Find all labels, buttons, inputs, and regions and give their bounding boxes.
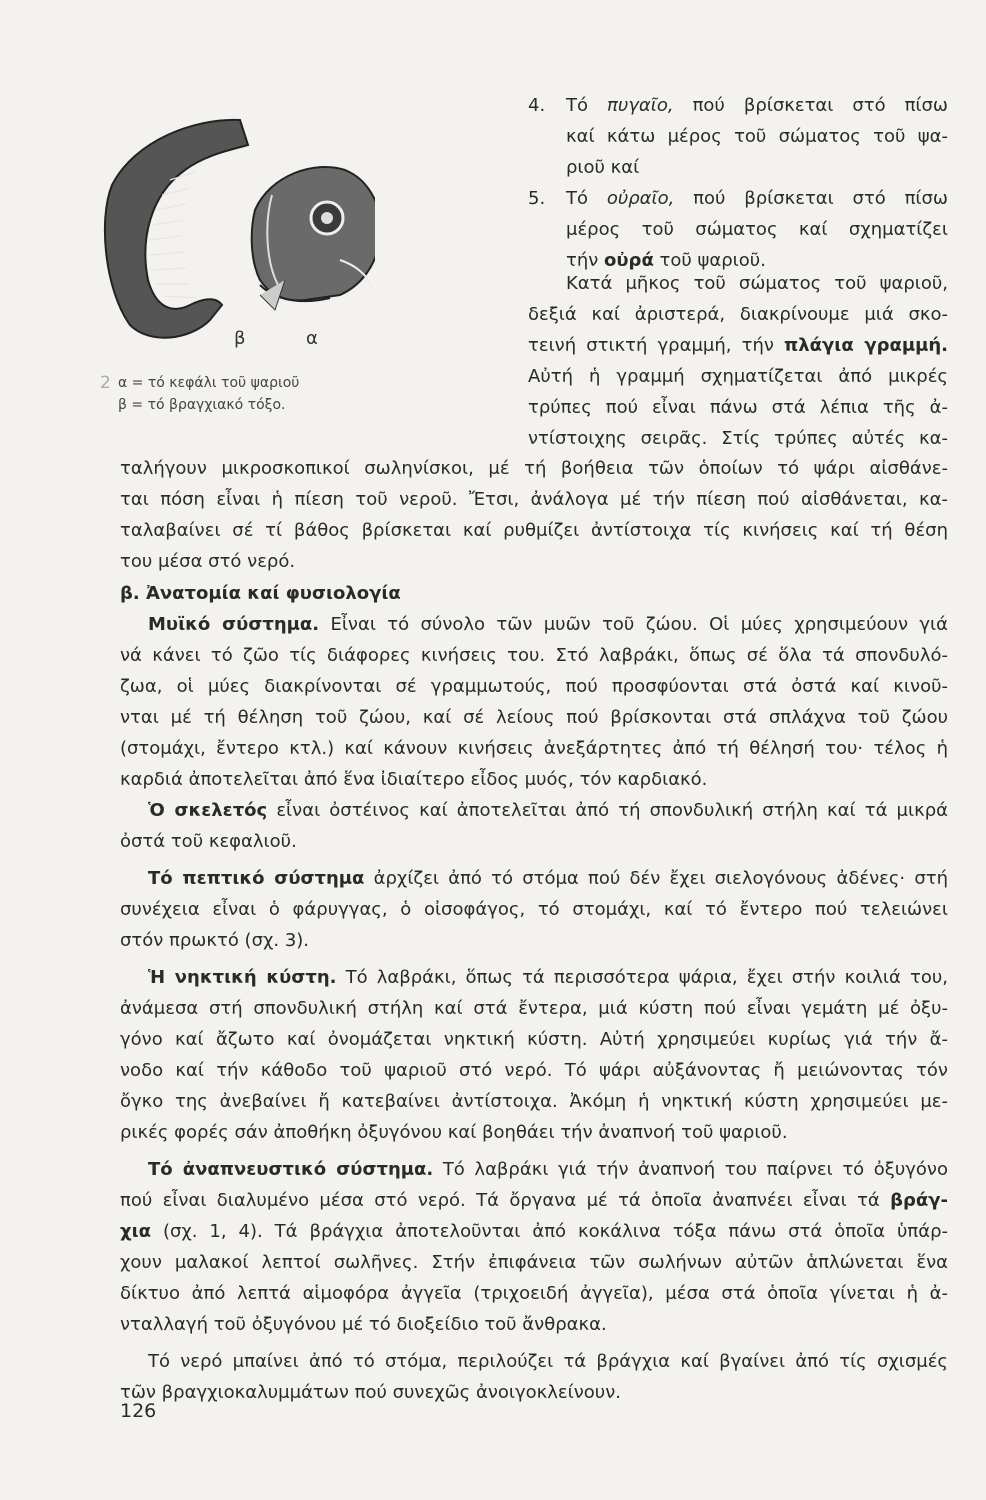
anatomy-section bbox=[120, 578, 948, 1408]
muscle-paragraph: Μυϊκό σύστημα. Εἶναι τό σύνολο τῶν μυῶν τοῦ ζώου. Οἱ μύες χρησιμεύουν γιά νά κάνει τό ζῶο τίς διάφορες κινήσεις του. Στό λαβράκι, ὅπως σέ ὅλα τά σπονδυλό- ζωα, οἱ μύες διακρίνονται σέ γραμμωτούς, πού προσφύονται στά ὀστά καί κινοῦ- νται μέ τή θέληση τοῦ ζώου, καί σέ λείους πού βρίσκονται στά σπλάχνα τοῦ ζώου (στομάχι, ἔντερο κτλ.) καί κάνουν κινήσεις ἀνεξάρτητες ἀπό τή θέλησή του· τέλος ἡ καρδιά ἀποτελεῖται ἀπό ἕνα ἰδιαίτερο εἶδος μυός, τόν καρδιακό. bbox=[120, 614, 948, 790]
list-number: 4. bbox=[528, 95, 546, 116]
text-line: τεινή στικτή γραμμή, τήν πλάγια γραμμή. bbox=[528, 335, 948, 356]
figure-label-alpha: α bbox=[306, 328, 318, 349]
text-line: τρύπες πού εἶναι πάνω στά λέπια τῆς ἀ- bbox=[528, 397, 948, 418]
section-heading: β. Ἀνατομία καί φυσιολογία bbox=[120, 583, 401, 604]
text-line: Τό πυγαῖο, πού βρίσκεται στό πίσω bbox=[566, 95, 948, 116]
lateral-line-paragraph bbox=[528, 268, 948, 454]
fish-head bbox=[252, 167, 375, 300]
branchial-arch bbox=[105, 120, 248, 338]
term-skeleton: Ὁ σκελετός bbox=[148, 800, 268, 821]
text-line: καί κάτω μέρος τοῦ σώματος τοῦ ψα- bbox=[566, 126, 948, 147]
list-number: 5. bbox=[528, 188, 546, 209]
figure-label-beta: β bbox=[234, 328, 246, 349]
term-pygaio: πυγαῖο, bbox=[607, 95, 674, 116]
list-item-4 bbox=[528, 90, 948, 183]
text-line: Τό οὐραῖο, πού βρίσκεται στό πίσω bbox=[566, 188, 948, 209]
caption-line: α = τό κεφάλι τοῦ ψαριοῦ bbox=[118, 375, 300, 391]
fish-head-illustration bbox=[100, 100, 375, 355]
skeleton-paragraph: Ὁ σκελετός εἶναι ὀστέινος καί ἀποτελεῖται ἀπό τή σπονδυλική στήλη καί τά μικρά ὀστά τοῦ κεφαλιοῦ. bbox=[120, 800, 948, 852]
text-line: δεξιά καί ἀριστερά, διακρίνουμε μιά σκο- bbox=[528, 304, 948, 325]
page-number: 126 bbox=[120, 1400, 157, 1422]
caption-line: β = τό βραγχιακό τόξο. bbox=[118, 397, 286, 413]
text-line: ντίστοιχης σειρᾶς. Στίς τρύπες αὐτές κα- bbox=[528, 428, 948, 449]
term-muscle-system: Μυϊκό σύστημα. bbox=[148, 614, 320, 635]
list-item-5 bbox=[528, 183, 948, 276]
text-line: του μέσα στό νερό. bbox=[120, 551, 296, 572]
figure-number: 2 bbox=[100, 373, 111, 393]
text-line: ριοῦ καί bbox=[566, 157, 640, 178]
respiratory-paragraph: Τό ἀναπνευστικό σύστημα. Τό λαβράκι γιά τήν ἀναπνοή του παίρνει τό ὀξυγόνο πού εἶναι διαλυμένο μέσα στό νερό. Τά ὄργανα μέ τά ὁποῖα ἀναπνέει εἶναι τά βράγ- χια (σχ. 1, 4). Τά βράγχια ἀποτελοῦνται ἀπό κοκάλινα τόξα πάνω στά ὁποῖα ὑπάρ- χουν μαλακοί λεπτοί σωλῆνες. Στήν ἐπιφάνεια τῶν σωλήνων αὐτῶν ἁπλώνεται ἕνα δίκτυο ἀπό λεπτά αἱμοφόρα ἀγγεῖα (τριχοειδή ἀγγεῖα), μέσα στά ὁποῖα γίνεται ἡ ἀ- νταλλαγή τοῦ ὀξυγόνου μέ τό διοξείδιο τοῦ ἄνθρακα. bbox=[120, 1159, 948, 1335]
term-digestive-system: Τό πεπτικό σύστημα bbox=[148, 868, 365, 889]
digestive-paragraph: Τό πεπτικό σύστημα ἀρχίζει ἀπό τό στόμα πού δέν ἔχει σιελογόνους ἀδένες· στή συνέχεια εἶναι ὁ φάρυγγας, ὁ οἰσοφάγος, τό στομάχι, καί τό ἔντερο πού τελειώνει στόν πρωκτό (σχ. 3). bbox=[120, 868, 948, 951]
swim-bladder-paragraph: Ἡ νηκτική κύστη. Τό λαβράκι, ὅπως τά περισσότερα ψάρια, ἔχει στήν κοιλιά του, ἀνάμεσα στή σπονδυλική στήλη καί στά ἔντερα, μιά κύστη πού εἶναι γεμάτη μέ ὀξυ- γόνο καί ἄζωτο καί ὀνομάζεται νηκτική κύστη. Αὐτή χρησιμεύει κυρίως γιά τήν ἄ- νοδο καί τήν κάθοδο τοῦ ψαριοῦ στό νερό. Τό ψάρι αὐξάνοντας ἤ μειώνοντας τόν ὄγκο της ἀνεβαίνει ἤ κατεβαίνει ἀντίστοιχα. Ἀκόμη ἡ νηκτική κύστη χρησιμεύει με- ρικές φορές σάν ἀποθήκη ὀξυγόνου καί βοηθάει τήν ἀναπνοή τοῦ ψαριοῦ. bbox=[120, 967, 948, 1143]
lateral-line-continuation bbox=[120, 453, 948, 577]
term-respiratory-system: Τό ἀναπνευστικό σύστημα. bbox=[148, 1159, 434, 1180]
term-swim-bladder: Ἡ νηκτική κύστη. bbox=[148, 967, 337, 988]
figure-caption bbox=[100, 372, 300, 416]
text-line: μέρος τοῦ σώματος καί σχηματίζει bbox=[566, 219, 948, 240]
text-line: ταλαβαίνει σέ τί βάθος βρίσκεται καί ρυθμίζει ἀντίστοιχα τίς κινήσεις καί τή θέση bbox=[120, 520, 948, 541]
text-line: τήν οὐρά τοῦ ψαριοῦ. bbox=[566, 250, 766, 271]
water-flow-paragraph: Τό νερό μπαίνει ἀπό τό στόμα, περιλούζει τά βράγχια καί βγαίνει ἀπό τίς σχισμές τῶν βραγχιοκαλυμμάτων πού συνεχῶς ἀνοιγοκλείνουν. bbox=[120, 1351, 948, 1403]
text-line: Αὐτή ἡ γραμμή σχηματίζεται ἀπό μικρές bbox=[528, 366, 948, 387]
text-line: Κατά μῆκος τοῦ σώματος τοῦ ψαριοῦ, bbox=[566, 273, 948, 294]
fish-figure bbox=[100, 100, 375, 355]
term-oura: οὐρά bbox=[604, 250, 654, 271]
text-line: ται πόση εἶναι ἡ πίεση τοῦ νεροῦ. Ἔτσι, ἀνάλογα μέ τήν πίεση πού αἰσθάνεται, κα- bbox=[120, 489, 948, 510]
term-ouraio: οὐραῖο, bbox=[606, 188, 675, 209]
body-parts-list bbox=[528, 90, 948, 276]
term-lateral-line: πλάγια γραμμή. bbox=[784, 335, 948, 356]
text-line: ταλήγουν μικροσκοπικοί σωληνίσκοι, μέ τή βοήθεια τῶν ὁποίων τό ψάρι αἰσθάνε- bbox=[120, 458, 948, 479]
